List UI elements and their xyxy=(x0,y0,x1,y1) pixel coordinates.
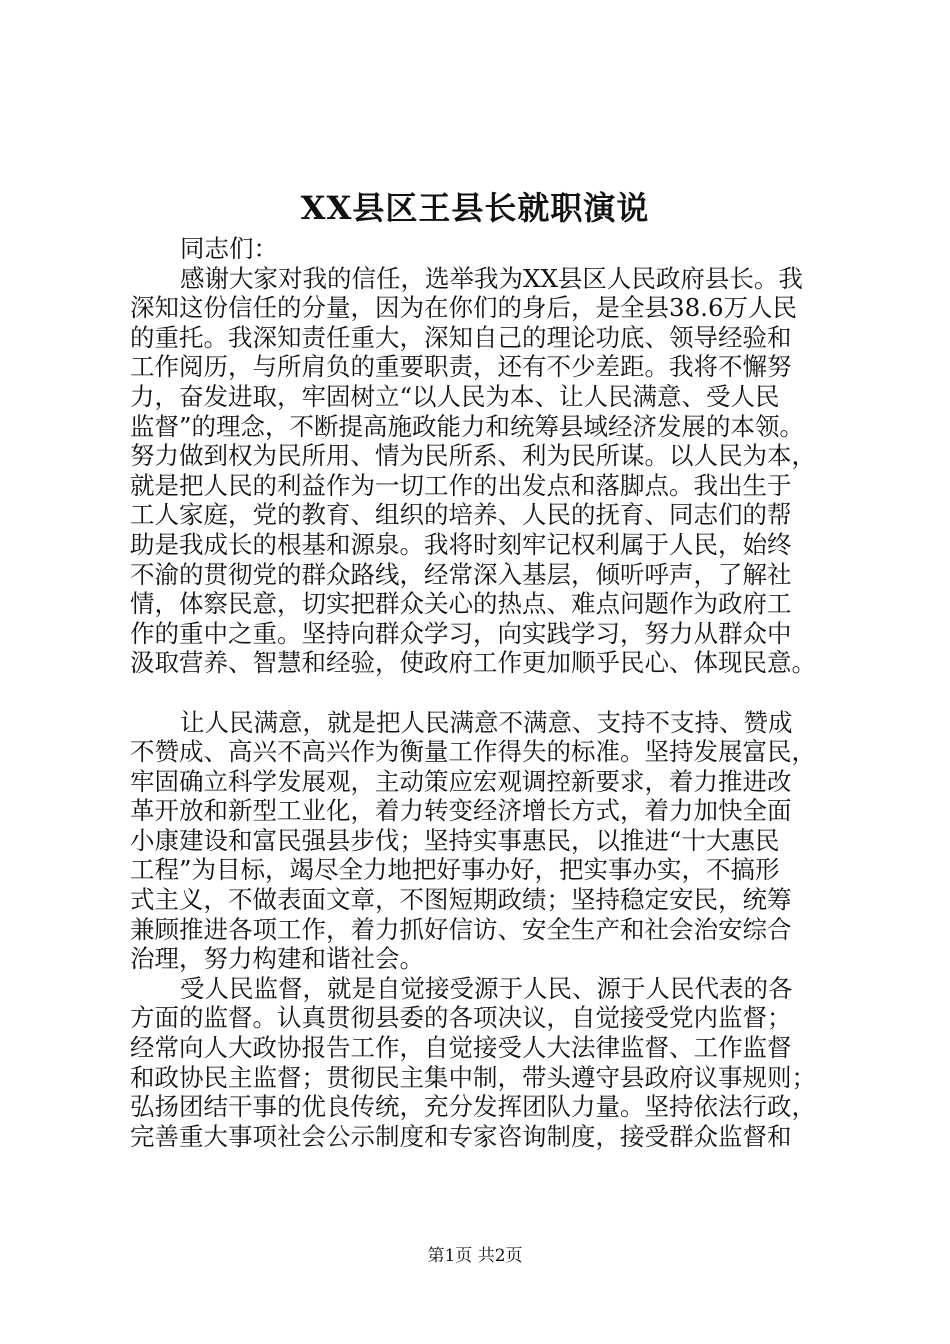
text-line: 小康建设和富民强县步伐；坚持实事惠民，以推进“十大惠民 xyxy=(130,825,780,855)
text-line: 助是我成长的根基和源泉。我将时刻牢记权利属于人民，始终 xyxy=(130,529,792,559)
document-body xyxy=(130,234,835,1151)
text-line: 兼顾推进各项工作，着力抓好信访、安全生产和社会治安综合 xyxy=(130,914,792,944)
text-line: 工人家庭，党的教育、组织的培养、人民的抚育、同志们的帮 xyxy=(130,500,792,530)
text-line: 的重托。我深知责任重大，深知自己的理论功底、领导经验和 xyxy=(130,322,792,352)
document-title: XX县区王县长就职演说 xyxy=(300,189,650,227)
blank-line xyxy=(130,678,835,708)
text-line: 感谢大家对我的信任，选举我为XX县区人民政府县长。我 xyxy=(180,263,803,293)
text-line: 努力做到权为民所用、情为民所系、利为民所谋。以人民为本， xyxy=(130,441,816,471)
text-line: 方面的监督。认真贯彻县委的各项决议，自觉接受党内监督； xyxy=(130,1003,792,1033)
text-line: 不渝的贯彻党的群众路线，经常深入基层，倾听呼声，了解社 xyxy=(130,559,792,589)
text-line: 作的重中之重。坚持向群众学习，向实践学习，努力从群众中 xyxy=(130,618,792,648)
text-line: 不赞成、高兴不高兴作为衡量工作得失的标准。坚持发展富民， xyxy=(130,737,816,767)
text-line: 情，体察民意，切实把群众关心的热点、难点问题作为政府工 xyxy=(130,589,792,619)
text-line: 工程”为目标，竭尽全力地把好事办好，把实事办实，不搞形 xyxy=(130,855,780,885)
text-line: 汲取营养、智慧和经验，使政府工作更加顺乎民心、体现民意。 xyxy=(130,648,816,678)
text-line: 牢固确立科学发展观，主动策应宏观调控新要求，着力推进改 xyxy=(130,766,792,796)
text-line: 力，奋发进取，牢固树立“以人民为本、让人民满意、受人民 xyxy=(130,381,780,411)
text-line: 就是把人民的利益作为一切工作的出发点和落脚点。我出生于 xyxy=(130,470,792,500)
text-line: 弘扬团结干事的优良传统，充分发挥团队力量。坚持依法行政， xyxy=(130,1092,816,1122)
text-line: 工作阅历，与所肩负的重要职责，还有不少差距。我将不懈努 xyxy=(130,352,792,382)
text-line: 和政协民主监督；贯彻民主集中制，带头遵守县政府议事规则； xyxy=(130,1062,816,1092)
text-line: 监督”的理念，不断提高施政能力和统筹县域经济发展的本领。 xyxy=(130,411,805,441)
text-line: 深知这份信任的分量，因为在你们的身后，是全县38.6万人民 xyxy=(130,293,798,323)
text-line: 治理，努力构建和谐社会。 xyxy=(130,944,424,974)
text-line: 受人民监督，就是自觉接受源于人民、源于人民代表的各 xyxy=(180,973,793,1003)
text-line: 让人民满意，就是把人民满意不满意、支持不支持、赞成 xyxy=(180,707,793,737)
page-footer: 第1页 共2页 xyxy=(427,1246,523,1266)
text-line: 同志们： xyxy=(180,234,278,263)
text-line: 式主义，不做表面文章，不图短期政绩；坚持稳定安民，统筹 xyxy=(130,885,792,915)
text-line: 革开放和新型工业化，着力转变经济增长方式，着力加快全面 xyxy=(130,796,792,826)
text-line: 经常向人大政协报告工作，自觉接受人大法律监督、工作监督 xyxy=(130,1033,792,1063)
text-line: 完善重大事项社会公示制度和专家咨询制度，接受群众监督和 xyxy=(130,1121,792,1151)
